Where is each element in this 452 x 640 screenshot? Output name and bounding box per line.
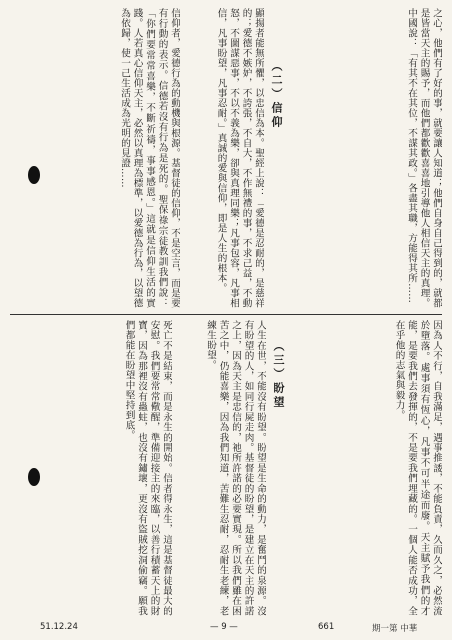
- footer-date: 51.12.24: [40, 622, 78, 632]
- horizontal-divider: [10, 314, 442, 315]
- section-heading-hope: （三）盼望: [272, 340, 285, 410]
- top-text-left: 信仰者，愛德行為的動機與根源。基督徒的信仰，不是空言，而是要有行動的表示。信德若沒有行為是死的。聖保祿宗徒教訓我們說：「你們要常常喜樂，不斷祈禱，事事感恩。」這就是信仰生活的實踐。人若真心信仰天主，必然以真理為標準，以愛德為行為，以望德為依歸，使一己生活成為光明的見證……: [119, 8, 180, 308]
- bottom-text-left: 死亡不是結束，而是永生的開始。信者得永生，這是基督徒最大的安慰。我們要常常儆醒，準備迎接主的來臨，以善行積蓄天上的財寶，因為那裡沒有蟲蛀，也沒有鏽壞，更沒有盜賊挖洞偷竊。願我們都能在盼望中堅持到底。: [123, 320, 172, 616]
- top-text-right: 之心，他們有了好的事，就要讓人知道；他們自身自己得到的，就都是皆當天主的賜予，而他們都歡歡喜喜地引導他人相信天主的真理。中國說：「有其不在其位，不謀其政。」各盡其職，方能得其所……: [406, 8, 442, 308]
- binding-hole-top: [28, 166, 40, 184]
- footer-publication: 期一第 中華: [372, 624, 418, 634]
- bottom-text-right: 因為人不行，自我滿足，遇事推諉，不能負責，久而久之，必然流於墮落。處事須有恆心，凡事不可半途而廢。天主賦予我們的才能，是要我們去發揮的，不是要我們埋藏的。一個人能否成功，全在乎他的志氣與毅力。: [393, 320, 442, 616]
- bottom-text-middle: 人生在世，不能沒有盼望。盼望是生命的動力，是奮鬥的泉源。沒有盼望的人，如同行屍走肉。基督徒的盼望，是建立在天主的許諾之上，因為天主是忠信的，祂所許諾的必要實現。所以我們雖在困苦之中，仍能喜樂，因為我們知道，苦難生忍耐，忍耐生老練，老練生盼望。: [205, 320, 266, 616]
- top-text-middle: 顯揚者能無所懼，以忠信為本。聖經上說：「愛德是忍耐的，是慈祥的；愛德不嫉妒，不誇張，不自大，不作無禮的事，不求己益，不動怒，不圖謀惡事，不以不義為樂，卻與真理同樂；凡事包容，凡事相信，凡事盼望，凡事忍耐。」真誠的愛與信仰，即是人生的根本。: [215, 8, 264, 308]
- section-heading-faith: （二）信仰: [270, 60, 283, 130]
- binding-hole-bottom: [28, 468, 40, 486]
- footer-issue: 661: [318, 622, 335, 632]
- footer-page-number: — 9 —: [210, 622, 238, 632]
